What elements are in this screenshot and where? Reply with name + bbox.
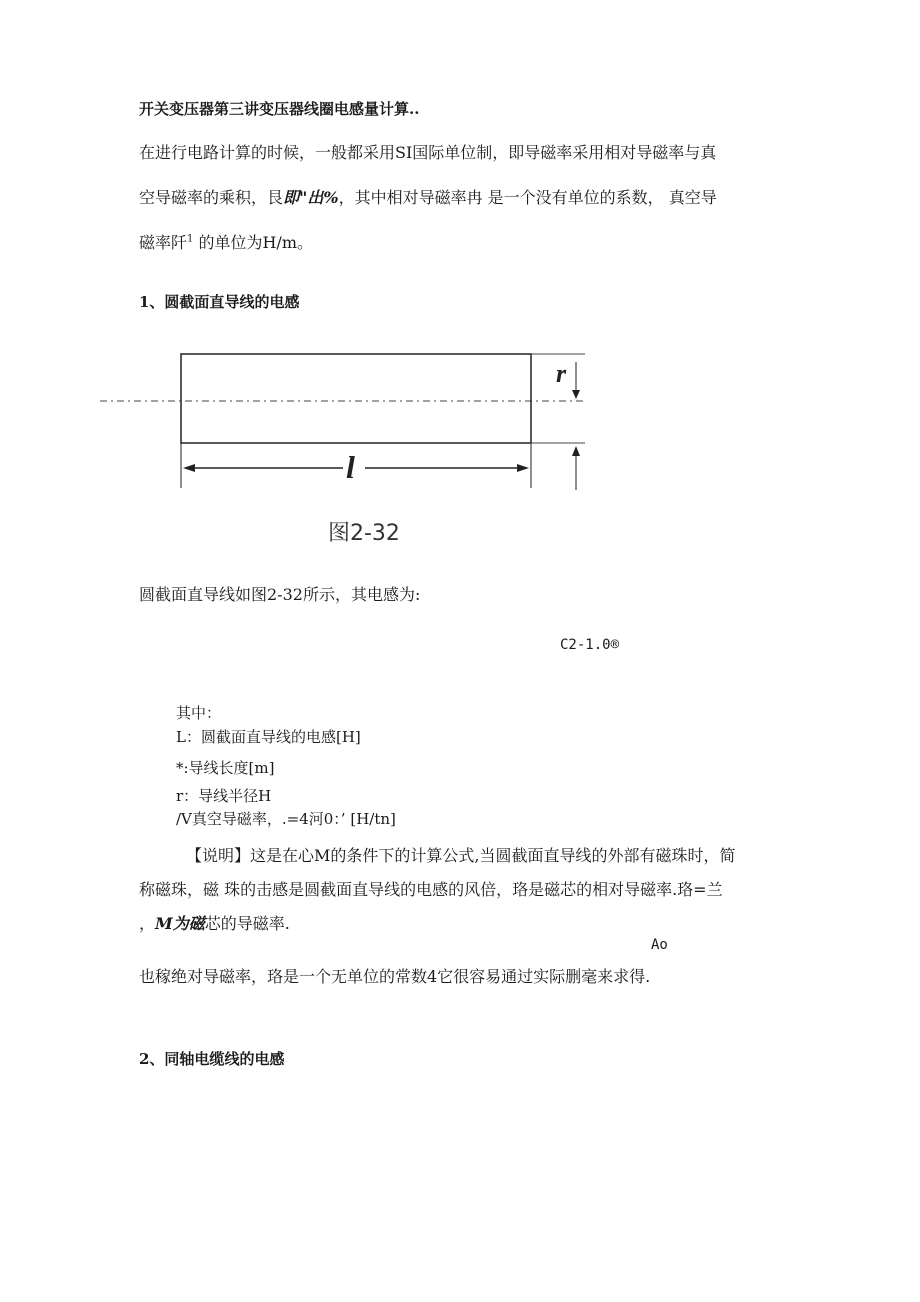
radius-arrow-head — [572, 390, 580, 399]
note-line-4: 也稼绝对导磁率，珞是一个无单位的常数4它很容易通过实际删毫来求得. — [139, 967, 651, 986]
document-title: 开关变压器第三讲变压器线圈电感量计算.. — [139, 100, 420, 118]
intro-line-3-b: 的单位为H/m。 — [193, 233, 313, 252]
figure-caption: 图2-32 — [328, 521, 400, 546]
intro-line-3 — [139, 230, 313, 253]
note-line-1: 【说明】这是在心M的条件下的计算公式,当圆截面直导线的外部有磁珠时，简 — [186, 846, 736, 865]
note-line-3-b: M为磁 — [155, 914, 205, 933]
wire-rectangle — [181, 354, 531, 443]
intro-line-2-formula: 即"出% — [283, 188, 339, 207]
intro-line-2-a: 空导磁率的乘积，艮 — [139, 188, 284, 207]
definition-item: *:导线长度[m] — [176, 759, 275, 777]
intro-line-2-c: ，其中相对导磁率冉 是一个没有单位的系数， 真空导 — [338, 188, 717, 207]
definition-item: L：圆截面直导线的电感[H] — [176, 728, 361, 746]
section-1-heading: 1、圆截面直导线的电感 — [139, 293, 300, 311]
definition-item: /V真空导磁率，.=4河0：’ [H/tn] — [176, 810, 396, 828]
note-line-3-a: ， — [139, 914, 156, 933]
radius-label: r — [556, 359, 567, 388]
length-arrow-right — [517, 464, 529, 472]
figure-description: 圆截面直导线如图2-32所示，其电感为: — [139, 585, 421, 604]
wire-figure — [100, 340, 600, 500]
note-line-3-c: 芯的导磁率. — [204, 914, 290, 933]
intro-line-1: 在进行电路计算的时候，一般都采用SI国际单位制，即导磁率采用相对导磁率与真 — [139, 143, 717, 162]
length-arrow-left — [183, 464, 195, 472]
lower-arrow-head — [572, 446, 580, 456]
intro-line-2 — [139, 185, 717, 208]
formula: C2-1.0® — [560, 637, 620, 653]
intro-line-3-a: 磁率阡 — [139, 233, 188, 252]
note-line-3 — [139, 911, 290, 934]
ao-label: Ao — [651, 937, 668, 953]
intro-line-3-sup: 1 — [187, 233, 194, 245]
note-line-2: 称磁珠，磁 珠的击感是圆截面直导线的电感的风倍，珞是磁芯的相对导磁率.珞=兰 — [139, 880, 723, 899]
section-2-heading: 2、同轴电缆线的电感 — [139, 1050, 285, 1068]
length-label: l — [346, 449, 355, 485]
definition-item: r：导线半径H — [176, 787, 272, 805]
where-label: 其中： — [176, 704, 222, 722]
